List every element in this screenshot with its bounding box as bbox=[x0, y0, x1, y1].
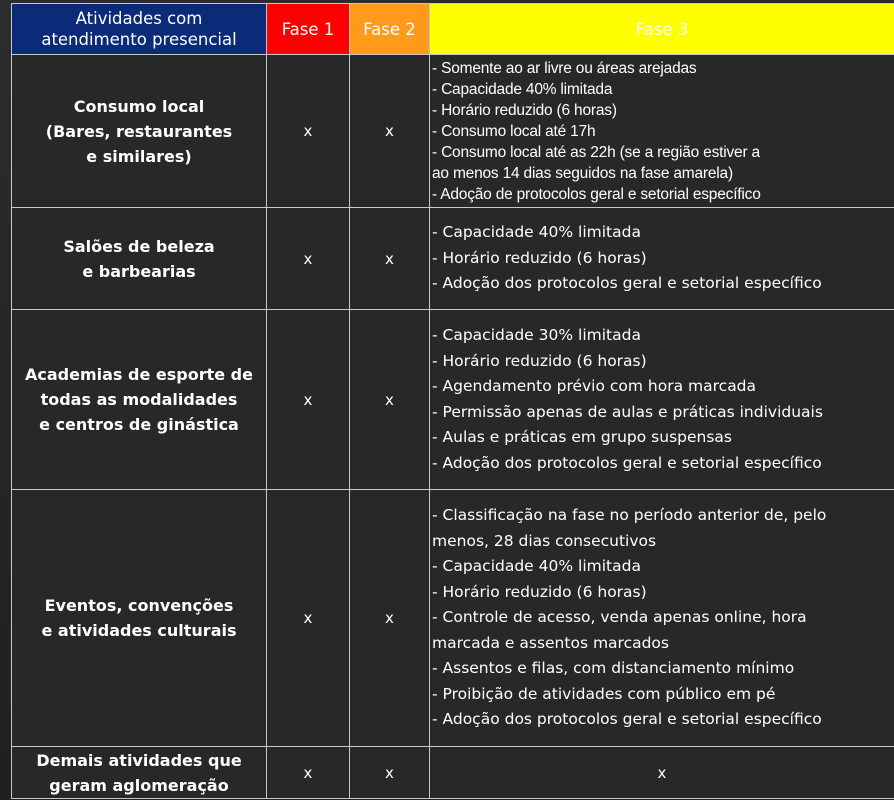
activity-line: e centros de ginástica bbox=[39, 415, 239, 434]
phase-1-mark: x bbox=[267, 310, 350, 490]
rule-line: - Adoção dos protocolos geral e setorial específico bbox=[432, 453, 822, 472]
rule-line: ao menos 14 dias seguidos na fase amarela) bbox=[432, 164, 733, 182]
activity-line: Academias de esporte de bbox=[25, 365, 253, 384]
rule-line: - Controle de acesso, venda apenas online, hora bbox=[432, 608, 807, 627]
rule-line: - Permissão apenas de aulas e práticas individuais bbox=[432, 402, 823, 421]
header-phase-3: Fase 3 bbox=[430, 4, 894, 55]
rule-line: - Proibição de atividades com público em pé bbox=[432, 684, 776, 703]
phase-2-mark: x bbox=[350, 208, 430, 310]
rule-line: - Adoção de protocolos geral e setorial específico bbox=[432, 185, 761, 203]
activity-line: e similares) bbox=[86, 146, 192, 166]
phase-2-mark: x bbox=[350, 747, 430, 799]
activity-line: (Bares, restaurantes bbox=[45, 121, 233, 141]
rule-line: - Capacidade 40% limitada bbox=[432, 80, 613, 98]
rule-line: - Consumo local até as 22h (se a região estiver a bbox=[432, 143, 760, 161]
rule-line: - Capacidade 40% limitada bbox=[432, 223, 641, 242]
activity-line: e barbearias bbox=[82, 261, 196, 281]
phase-3-rules bbox=[430, 55, 894, 208]
phase-3-rules bbox=[430, 310, 894, 490]
rule-line: - Aulas e práticas em grupo suspensas bbox=[432, 428, 733, 446]
table-row bbox=[12, 490, 894, 747]
phase-2-mark: x bbox=[350, 55, 430, 208]
header-phase-2: Fase 2 bbox=[350, 4, 430, 55]
activity-cell bbox=[12, 208, 267, 310]
activity-line: Consumo local bbox=[73, 96, 205, 116]
table-row bbox=[12, 310, 894, 490]
phases-table bbox=[11, 3, 894, 799]
activity-line: geram aglomeração bbox=[49, 775, 229, 795]
phase-3-rules bbox=[430, 490, 894, 747]
rule-line: - Horário reduzido (6 horas) bbox=[432, 248, 647, 267]
rule-line: - Agendamento prévio com hora marcada bbox=[432, 377, 757, 395]
rule-line: - Somente ao ar livre ou áreas arejadas bbox=[432, 59, 697, 77]
rule-line: - Adoção dos protocolos geral e setorial específico bbox=[432, 710, 822, 729]
activity-line: e atividades culturais bbox=[41, 621, 237, 640]
rule-line: - Classificação na fase no período anterior de, pelo bbox=[432, 506, 827, 525]
table-row bbox=[12, 55, 894, 208]
rule-line: - Horário reduzido (6 horas) bbox=[432, 101, 617, 119]
phase-1-mark: x bbox=[267, 208, 350, 310]
rule-line: - Capacidade 30% limitada bbox=[432, 326, 641, 344]
table-header-row bbox=[12, 4, 894, 55]
phase-2-mark: x bbox=[350, 490, 430, 747]
table-row bbox=[12, 208, 894, 310]
activity-cell bbox=[12, 55, 267, 208]
activity-cell bbox=[12, 310, 267, 490]
rule-line: marcada e assentos marcados bbox=[432, 633, 669, 652]
activity-cell bbox=[12, 747, 267, 799]
activity-cell bbox=[12, 490, 267, 747]
header-phase-1: Fase 1 bbox=[267, 4, 350, 55]
table-row bbox=[12, 747, 894, 799]
activity-line: Eventos, convenções bbox=[44, 596, 234, 615]
phase-1-mark: x bbox=[267, 490, 350, 747]
activity-line: Salões de beleza bbox=[63, 236, 215, 256]
rule-line: - Assentos e filas, com distanciamento mínimo bbox=[432, 659, 795, 678]
phase-2-mark: x bbox=[350, 310, 430, 490]
phase-1-mark: x bbox=[267, 747, 350, 799]
rule-line: - Adoção dos protocolos geral e setorial específico bbox=[432, 274, 822, 293]
rule-line: - Horário reduzido (6 horas) bbox=[432, 582, 647, 601]
activity-line: todas as modalidades bbox=[40, 390, 238, 409]
phase-1-mark: x bbox=[267, 55, 350, 208]
phase-3-rules bbox=[430, 208, 894, 310]
rule-line: - Horário reduzido (6 horas) bbox=[432, 351, 647, 370]
header-activities-line-2: atendimento presencial bbox=[41, 30, 237, 49]
rule-line: menos, 28 dias consecutivos bbox=[432, 531, 657, 550]
rule-line: - Consumo local até 17h bbox=[432, 122, 596, 140]
activity-line: Demais atividades que bbox=[36, 750, 242, 770]
header-activities bbox=[12, 4, 267, 55]
rule-line: - Capacidade 40% limitada bbox=[432, 557, 641, 576]
phase-3-mark: x bbox=[430, 747, 894, 799]
header-activities-line-1: Atividades com bbox=[75, 9, 203, 28]
